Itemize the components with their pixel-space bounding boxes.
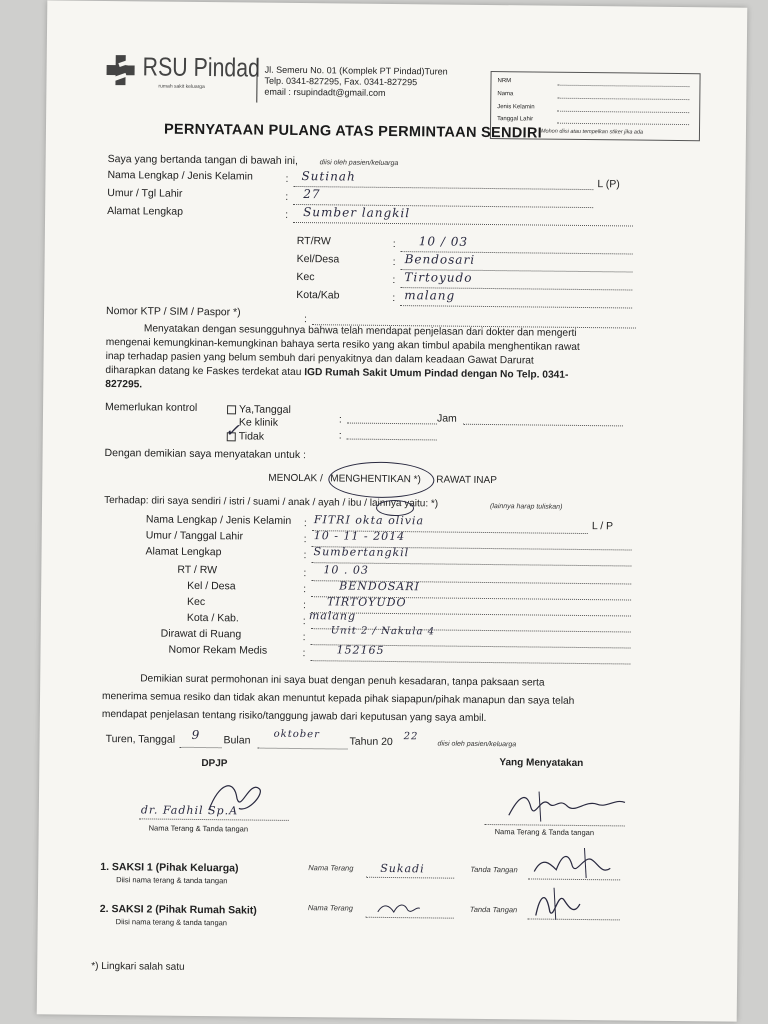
tanggal-lahir-label: Tanggal Lahir [497,116,534,123]
p2-kel-label: Kel / Desa [187,579,236,593]
saksi2-label: 2. SAKSI 2 (Pihak Rumah Sakit) [99,902,257,917]
statement-line-4: diharapkan datang ke Faskes terdekat atau IGD Rumah Sakit Umum Pindad dengan No Telp. 0341- [105,364,569,381]
document-page: RSU Pindad rumah sakit keluarga Jl. Semeru No. 01 (Komplek PT Pindad)Turen Telp. 0341-827295, Fax. 0341-827295 email : rsupindadt@gmail.com NRM Nama Jenis Kelamin Tanggal Lahir Mohon diisi atau tempelkan stiker jika ada PERNYATAAN PULANG ATAS PERMINTAAN SENDIRI Saya yang bertanda tangan di bawah ini, diisi oleh pasien/keluarga Nama Lengkap / Jenis Kelamin : Sutinah L (P) Umur / Tgl Lahir : 27 Alamat Lengkap : Sumber langkil RT/RW : 10 / 03 Kel/Desa : Bendosari Kec : Tirtoyudo Kota/Kab : malang Nomor KTP / SIM / Paspor *) : Menyatakan dengan sesungguhnya bahwa telah mendapat penjelasan dari dokter dan mengerti mengenai kemungkinan-kemungkinan bahaya serta resiko yang akan timbul apabila menghentikan rawat inap terhadap pasien yang belum sembuh dari penyakitnya dan dalam keadaan Gawat Darurat diharapkan datang ke Faskes terdekat atau IGD Rumah Sakit Umum Pindad dengan No Telp. 0341- 827295. Memerlukan kontrol Ya,Tanggal : Jam Ke klinik : Tidak ✓ Dengan demikian saya menyatakan untuk : MENOLAK / MENGHENTIKAN *) RAWAT INAP Terhadap: diri saya sendiri / istri / suami / anak / ayah / ibu / lainnya yaitu: *) (lainnya harap tuliskan) Nama Lengkap / Jenis Kelamin : FITRI okta olivia L / P Umur / Tanggal Lahir : 10 - 11 - 2014 Alamat Lengkap : Sumbertangkil RT / RW : 10 . 03 Kel / Desa : BENDOSARI Kec : TIRTOYUDO Kota / Kab. : malang Dirawat di Ruang : Unit 2 / Nakula 4 Nomor Rekam Medis : 152165 Demikian surat permohonan ini saya buat dengan penuh kesadaran, tanpa paksaan serta menerima semua resiko dan tidak akan menuntut kepada pihak siapapun/pihak manapun dan saya telah mendapat penjelasan tentang risiko/tanggung jawab dari keputusan yang saya ambil. Turen, Tanggal 9 Bulan oktober Tahun 20 22 diisi oleh pasien/keluarga DPJP dr. Fadhil Sp.A Nama Terang & Tanda tangan Yang Menyatakan Nama Terang & Tanda tangan 1. SAKSI 1 (Pihak Keluarga) Diisi nama terang & tanda tangan Nama Terang Sukadi Tanda Tangan 2. SAKSI 2 (Pihak Rumah Sakit) Diisi nama terang & tanda tangan Nama Terang Tanda Tangan *) Lingkari salah satu [37,0,748,1021]
saksi2-nama-label: Nama Terang [307,903,354,913]
menghentikan-circle [328,461,434,498]
statement-line-1: Menyatakan dengan sesungguhnya bahwa telah mendapat penjelasan dari dokter dan mengerti [143,323,577,339]
statement-line-5: 827295. [105,378,143,391]
yang-menyatakan-label: Yang Menyatakan [499,757,584,770]
closing-line-1: Demikian surat permohonan ini saya buat dengan penuh kesadaran, tanpa paksaan serta [140,673,545,689]
p2-rm-value: 152165 [336,643,385,657]
intro-text: Saya yang bertanda tangan di bawah ini, [107,153,299,167]
kontrol-klinik-option[interactable]: Ke klinik [238,416,279,429]
keldesa-label: Kel/Desa [296,252,340,266]
date-place: Turen, Tanggal [105,733,176,746]
jk-line [557,111,689,113]
p2-nama-label: Nama Lengkap / Jenis Kelamin [145,513,292,527]
kontrol-tidak-option[interactable]: Tidak [227,430,264,442]
nama-value: Sutinah [301,169,356,184]
kontrol-label: Memerlukan kontrol [105,400,198,414]
kota-label: Kota/Kab [296,288,340,302]
address-line-3: email : rsupindadt@gmail.com [264,86,386,98]
umur-label: Umur / Tgl Lahir [107,187,183,200]
kota-value: malang [404,288,456,303]
kontrol-ya-option[interactable]: Ya,Tanggal [227,403,291,416]
saksi1-nama-label: Nama Terang [308,863,354,873]
p2-rtrw-value: 10 . 03 [323,563,369,577]
rawat-inap-label: RAWAT INAP [436,474,497,487]
address-line-1: Jl. Semeru No. 01 (Komplek PT Pindad)Turen [264,64,448,77]
dpjp-signature-name: dr. Fadhil Sp.A [140,803,239,818]
p2-nama-value: FITRI okta olivia [313,513,425,528]
p2-umur-label: Umur / Tanggal Lahir [145,529,244,543]
saksi1-ttd-label: Tanda Tangan [470,864,518,875]
yang-caption: Nama Terang & Tanda tangan [494,827,595,838]
closing-line-3: mendapat penjelasan tentang risiko/tanggung jawab dari keputusan yang saya ambil. [101,708,487,724]
rtrw-value: 10 / 03 [418,234,469,249]
saksi1-signature-icon [528,843,618,888]
saksi2-name-signature-icon [374,896,424,921]
p2-kota-value: malang [308,609,357,623]
document-title: PERNYATAAN PULANG ATAS PERMINTAAN SENDIRI [163,121,543,142]
nrm-line [557,85,689,87]
p2-ruang-label: Dirawat di Ruang [160,627,242,641]
menolak-option: MENOLAK / [268,472,323,485]
p2-kel-value: BENDOSARI [339,579,420,594]
kec-label: Kec [296,270,315,284]
bulan-label: Bulan [223,734,251,747]
p2-kec-label: Kec [186,595,206,609]
alamat-value: Sumber langkil [303,205,411,221]
p2-kota-label: Kota / Kab. [186,611,239,625]
id-box-note: Mohon diisi atau tempelkan stiker jika ada [540,128,644,136]
dpjp-label: DPJP [201,758,228,770]
date-month: oktober [273,728,320,741]
terhadap-note: (lainnya harap tuliskan) [490,503,563,511]
intro-note: diisi oleh pasien/keluarga [319,159,399,168]
footnote: *) Lingkari salah satu [91,960,185,973]
hospital-tagline: rumah sakit keluarga [158,83,205,91]
p2-sex-label: L / P [591,520,614,533]
date-note: diisi oleh pasien/keluarga [437,740,517,749]
nrm-label: NRM [497,78,512,85]
kec-value: Tirtoyudo [404,270,473,285]
p2-umur-value: 10 - 11 - 2014 [313,529,406,544]
p2-ruang-value: Unit 2 / Nakula 4 [330,625,436,638]
tidak-check-mark: ✓ [224,420,242,442]
nama-jk-label: Nama Lengkap / Jenis Kelamin [107,169,253,183]
hospital-name: RSU Pindad [142,51,261,83]
date-year: 22 [403,731,419,743]
statement-line-2: mengenai kemungkinan-kemungkinan bahaya serta resiko yang akan timbul apabila menghentikan rawat [105,336,580,353]
saksi2-sub: Diisi nama terang & tanda tangan [115,917,228,928]
alamat-label: Alamat Lengkap [107,205,184,218]
jam-label: Jam [436,412,457,425]
rtrw-label: RT/RW [296,234,331,248]
p2-alamat-value: Sumbertangkil [313,545,410,560]
ktp-label: Nomor KTP / SIM / Paspor *) [106,304,241,319]
p2-rtrw-label: RT / RW [177,563,218,577]
hospital-logo-icon [104,53,140,87]
menghentikan-option: MENGHENTIKAN *) [330,473,421,486]
jenis-kelamin-label: Jenis Kelamin [497,104,535,111]
saksi2-signature-icon [528,885,588,926]
date-day: 9 [191,727,201,743]
p2-rm-label: Nomor Rekam Medis [168,643,268,657]
statement-line-3: inap terhadap pasien yang belum sembuh dari penyakitnya dan dalam keadaan Gawat Darurat [105,350,534,367]
sex-label: L (P) [597,178,620,191]
p2-kec-value: TIRTOYUDO [326,595,407,610]
header-divider [256,59,258,103]
saksi1-nama-value: Sukadi [380,861,425,876]
p2-alamat-label: Alamat Lengkap [145,545,222,559]
closing-line-2: menerima semua resiko dan tidak akan menuntut kepada pihak siapapun/pihak manapun dan saya telah [101,690,575,707]
umur-value: 27 [303,187,321,202]
tgl-line [557,123,689,125]
ya-checkbox[interactable] [227,405,236,414]
saksi2-ttd-label: Tanda Tangan [469,904,518,915]
saksi1-label: 1. SAKSI 1 (Pihak Keluarga) [100,860,239,875]
saksi1-sub: Diisi nama terang & tanda tangan [116,875,228,886]
terhadap-text: Terhadap: diri saya sendiri / istri / suami / anak / ayah / ibu / lainnya yaitu: *) [104,494,439,510]
nama-label: Nama [497,91,514,98]
address-line-2: Telp. 0341-827295, Fax. 0341-827295 [264,75,418,88]
keldesa-value: Bendosari [404,252,476,267]
dpjp-caption: Nama Terang & Tanda tangan [148,823,249,834]
demikian-text: Dengan demikian saya menyatakan untuk : [104,446,307,462]
nama-line [557,98,689,100]
tahun-label: Tahun 20 [349,735,393,749]
